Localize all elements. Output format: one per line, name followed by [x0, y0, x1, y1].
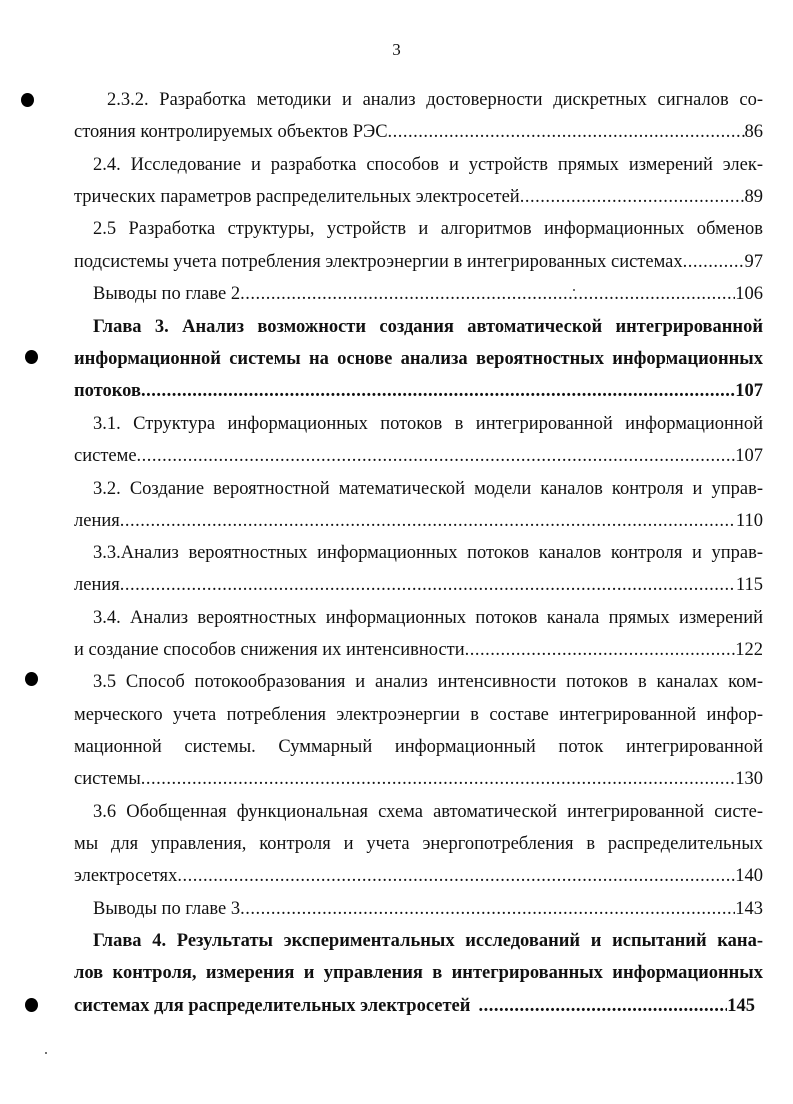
toc-page-number: 143 [735, 899, 763, 919]
toc-entry-text: Выводы по главе 2 [93, 284, 241, 304]
toc-page-number: 145 [727, 996, 755, 1016]
toc-page-number: 97 [744, 252, 763, 272]
dot-leader [141, 769, 735, 789]
toc-entry-3-2-line2 [74, 511, 763, 531]
dot-leader [520, 187, 745, 207]
toc-entry-2-5-line2 [74, 252, 763, 272]
toc-chapter-3-line1: Глава 3. Анализ возможности создания автоматической интегрированной [93, 317, 763, 337]
toc-entry-conclusions-ch3 [93, 899, 763, 919]
toc-entry-text: системе [74, 446, 137, 466]
margin-bullet-mark [21, 93, 34, 107]
toc-page-number: 115 [735, 575, 763, 595]
toc-entry-2-3-2-line2 [74, 122, 763, 142]
toc-entry-3-1-line1: 3.1. Структура информационных потоков в интегрированной информационной [93, 414, 763, 434]
dot-leader [240, 284, 735, 304]
toc-chapter-4-line1: Глава 4. Результаты экспериментальных исследований и испытаний кана- [93, 931, 763, 951]
toc-entry-text: системы [74, 769, 141, 789]
toc-entry-text: Выводы по главе 3 [93, 899, 241, 919]
scan-speck [45, 1052, 47, 1054]
toc-chapter-4-line3 [74, 996, 755, 1016]
toc-entry-text: электросетях [74, 866, 178, 886]
page-number: 3 [392, 40, 401, 59]
toc-entry-text: подсистемы учета потребления электроэнергии в интегрированных системах [74, 252, 683, 272]
toc-page-number: 86 [744, 122, 763, 142]
dot-leader [141, 381, 735, 401]
toc-entry-text: системах для распределительных электросетей [74, 996, 471, 1016]
toc-entry-text: ления [74, 511, 120, 531]
toc-entry-text: и создание способов снижения их интенсивности [74, 640, 465, 660]
dot-leader [177, 866, 735, 886]
toc-entry-text: потоков [74, 381, 141, 401]
toc-entry-2-5-line1: 2.5 Разработка структуры, устройств и алгоритмов информационных обменов [93, 219, 763, 239]
toc-page-number: 106 [735, 284, 763, 304]
toc-page-number: 140 [735, 866, 763, 886]
toc-entry-text: ления [74, 575, 120, 595]
dot-leader [683, 252, 745, 272]
toc-entry-text: стояния контролируемых объектов РЭС [74, 122, 388, 142]
toc-entry-3-3-line2 [74, 575, 763, 595]
margin-bullet-mark [25, 350, 38, 364]
toc-entry-3-6-line3 [74, 866, 763, 886]
toc-entry-3-6-line1: 3.6 Обобщенная функциональная схема автоматической интегрированной систе- [93, 802, 763, 822]
toc-entry-3-6-line2: мы для управления, контроля и учета энергопотребления в распределительных [74, 834, 763, 854]
toc-entry-conclusions-ch2 [93, 284, 763, 304]
toc-page-number: 110 [735, 511, 763, 531]
toc-entry-3-3-line1: 3.3.Анализ вероятностных информационных потоков каналов контроля и управ- [93, 543, 763, 563]
dot-leader [120, 511, 736, 531]
dot-leader [120, 575, 736, 595]
toc-entry-3-1-line2 [74, 446, 763, 466]
toc-entry-3-5-line3: мационной системы. Суммарный информационный поток интегрированной [74, 737, 763, 757]
toc-chapter-3-line3 [74, 381, 763, 401]
toc-entry-3-5-line4 [74, 769, 763, 789]
dot-leader [137, 446, 736, 466]
toc-entry-text: трических параметров распределительных электросетей [74, 187, 520, 207]
dot-leader [465, 640, 736, 660]
dot-leader [240, 899, 735, 919]
toc-page-number: 122 [735, 640, 763, 660]
margin-bullet-mark [25, 672, 38, 686]
toc-entry-3-5-line2: мерческого учета потребления электроэнергии в составе интегрированной инфор- [74, 705, 763, 725]
toc-entry-2-4-line1: 2.4. Исследование и разработка способов и устройств прямых измерений элек- [93, 155, 763, 175]
toc-page-number: 107 [735, 446, 763, 466]
toc-entry-3-2-line1: 3.2. Создание вероятностной математической модели каналов контроля и управ- [93, 479, 763, 499]
toc-page-number: 89 [744, 187, 763, 207]
dot-leader [478, 996, 727, 1016]
toc-page-number: 107 [735, 381, 763, 401]
toc-page-number: 130 [735, 769, 763, 789]
dot-leader [388, 122, 745, 142]
margin-bullet-mark [25, 998, 38, 1012]
toc-entry-2-4-line2 [74, 187, 763, 207]
toc-entry-2-3-2-line1: 2.3.2. Разработка методики и анализ достоверности дискретных сигналов со- [107, 90, 763, 110]
toc-entry-3-5-line1: 3.5 Способ потокообразования и анализ интенсивности потоков в каналах ком- [93, 672, 763, 692]
toc-entry-3-4-line2 [74, 640, 763, 660]
toc-chapter-4-line2: лов контроля, измерения и управления в интегрированных информационных [74, 963, 763, 983]
toc-chapter-3-line2: информационной системы на основе анализа вероятностных информационных [74, 349, 763, 369]
toc-entry-3-4-line1: 3.4. Анализ вероятностных информационных потоков канала прямых измерений [93, 608, 763, 628]
